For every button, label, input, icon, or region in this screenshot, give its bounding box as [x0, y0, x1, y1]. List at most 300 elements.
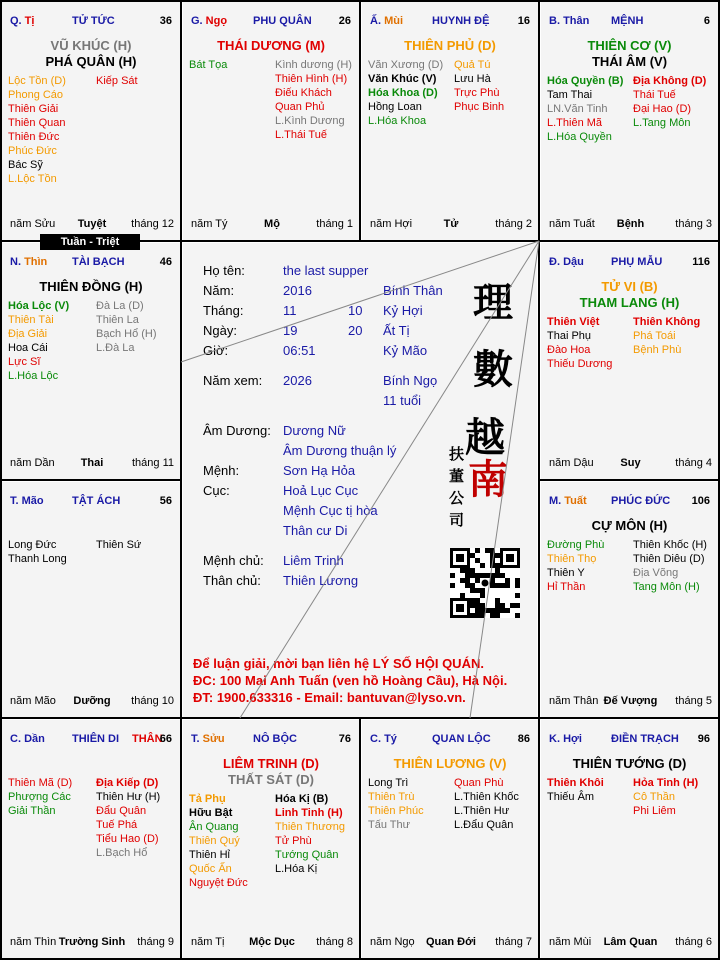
minor-star: Thiên Trù [368, 791, 415, 803]
calligraphy-small-char: 董 [449, 467, 465, 485]
minor-stars-left [547, 776, 604, 804]
minor-star: Thiên Y [547, 567, 585, 579]
palace-header [370, 733, 530, 749]
palace-branch-name: Hợi [563, 733, 582, 745]
info-value: Kỷ Hợi [383, 303, 423, 318]
minor-star: Hỏa Tinh (H) [633, 777, 699, 789]
info-value: Thiên Lương [283, 573, 359, 588]
palace-branch-name: Thân [563, 15, 590, 27]
minor-star: Quả Tú [454, 59, 491, 71]
minor-stars-right [633, 776, 698, 818]
calligraphy-char: 數 [473, 346, 513, 393]
minor-star: Thiếu Âm [547, 791, 595, 803]
palace-branch [549, 495, 587, 507]
palace-stem: G. [191, 15, 206, 27]
minor-stars-right [454, 776, 519, 832]
main-star: THẤT SÁT (D) [228, 772, 314, 787]
minor-star: L.Kình Dương [275, 115, 345, 127]
palace-house-name: PHÚC ĐỨC [611, 495, 671, 507]
palace-number: 76 [338, 733, 351, 745]
palace-footer [10, 457, 174, 471]
palace-branch-name: Sửu [202, 733, 225, 745]
palace-stage: Đế Vượng [603, 695, 658, 707]
palace-footer [370, 936, 532, 950]
minor-star: Kình dương (H) [275, 59, 352, 71]
palace-year: năm Tị [191, 936, 225, 948]
info-value: Hoả Lục Cục [283, 483, 359, 498]
minor-stars-right [454, 58, 504, 114]
minor-star: Lực Sĩ [8, 356, 41, 368]
palace-footer [10, 218, 174, 232]
palace-stem: C. [10, 733, 25, 745]
palace-stage: Bệnh [616, 218, 645, 230]
minor-star: Văn Xương (D) [368, 59, 444, 71]
palace-house-name: PHỤ MẪU [611, 256, 663, 268]
minor-stars-left [8, 776, 72, 818]
minor-star: Phục Binh [454, 101, 505, 113]
main-star: PHÁ QUÂN (H) [45, 54, 137, 69]
contact-line: Để luận giải, mời bạn liên hệ LÝ SỐ HỘI QUÁN. [193, 656, 484, 671]
palace-month: tháng 6 [675, 936, 712, 948]
palace-month: tháng 4 [675, 457, 712, 469]
minor-star: Lưu Hà [454, 73, 491, 85]
minor-stars-right [96, 776, 160, 860]
minor-star: Tang Môn (H) [633, 581, 700, 593]
minor-star: Thiên La [96, 314, 139, 326]
palace-house-name: NÔ BỘC [253, 733, 297, 745]
palace-year: năm Hợi [370, 218, 413, 230]
minor-stars-left [547, 538, 604, 594]
palace-month: tháng 8 [316, 936, 353, 948]
minor-star: L.Hóa Lộc [8, 370, 59, 382]
minor-stars-left [547, 315, 612, 371]
palace-mui[interactable] [362, 2, 538, 240]
minor-star: Phi Liêm [633, 805, 676, 817]
palace-stage: Thai [80, 457, 104, 469]
palace-branch [370, 733, 397, 745]
minor-star: Thiên Diêu (D) [633, 553, 705, 565]
main-star: THÁI ÂM (V) [591, 54, 668, 69]
palace-branch-name: Tý [384, 733, 397, 745]
palace-stem: N. [10, 256, 25, 268]
palace-stem: Ấ. [370, 15, 385, 27]
palace-stage: Tuyệt [77, 218, 107, 230]
palace-footer [10, 936, 174, 950]
palace-house-name: TỬ TỨC [72, 15, 115, 27]
info-label: Năm: [203, 283, 235, 298]
minor-star: Bạch Hổ (H) [96, 328, 157, 340]
palace-stem: Q. [10, 15, 25, 27]
minor-star: Tướng Quân [275, 849, 339, 861]
minor-stars-right [275, 58, 352, 142]
minor-star: Long Trì [368, 777, 409, 789]
minor-star: L.Bạch Hổ [96, 847, 148, 859]
minor-star: Địa Không (D) [633, 75, 707, 87]
minor-stars-right [633, 315, 700, 357]
info-label: Thân chủ: [203, 573, 261, 588]
minor-stars-left [368, 58, 443, 128]
palace-branch-name: Mão [21, 495, 44, 507]
minor-star: Thiên Giải [8, 103, 59, 115]
info-value: Thân cư Di [283, 523, 348, 538]
info-value: Bính Ngọ [383, 373, 438, 388]
palace-dau[interactable] [541, 243, 718, 479]
minor-star: Hữu Bật [189, 807, 233, 819]
info-value: the last supper [283, 263, 369, 278]
palace-footer [549, 936, 712, 950]
palace-branch [191, 733, 225, 745]
palace-branch-name: Tuất [564, 495, 587, 507]
palace-number: 116 [692, 256, 710, 268]
main-star: TỬ VI (B) [601, 279, 658, 294]
palace-year: năm Tý [191, 218, 228, 230]
info-label: Cục: [203, 483, 230, 498]
palace-year: năm Mùi [549, 936, 592, 948]
palace-ty[interactable] [362, 720, 538, 958]
main-star: VŨ KHÚC (H) [50, 38, 132, 53]
palace-header [191, 15, 351, 31]
main-star: THIÊN LƯƠNG (V) [393, 756, 507, 771]
main-star: THIÊN PHỦ (D) [404, 38, 496, 53]
qr-code-icon [450, 548, 520, 618]
minor-star: Hóa Kị (B) [275, 793, 329, 805]
minor-star: Phá Toái [633, 330, 676, 342]
info-value: 11 tuổi [383, 393, 422, 408]
minor-stars-left [547, 74, 623, 144]
minor-stars-right [96, 74, 138, 88]
info-label: Ngày: [203, 323, 237, 338]
minor-star: Thiên Không [633, 316, 701, 328]
minor-star: Thiên Hình (H) [275, 73, 348, 85]
minor-star: Bát Tọa [189, 59, 228, 71]
palace-mao[interactable] [2, 482, 180, 717]
palace-header [370, 15, 530, 31]
palace-branch [10, 733, 45, 745]
minor-star: Đại Hao (D) [633, 103, 692, 115]
minor-star: Hoa Cái [8, 342, 48, 354]
palace-year: năm Ngọ [370, 936, 415, 948]
palace-header [549, 256, 710, 272]
calligraphy-char: 理 [473, 279, 513, 326]
palace-branch [549, 733, 582, 745]
palace-house-name: ĐIỀN TRẠCH [611, 733, 679, 745]
palace-branch [10, 256, 47, 268]
palace-month: tháng 11 [131, 457, 174, 469]
minor-star: Thiên Quan [8, 117, 66, 129]
minor-star: Địa Kiếp (D) [96, 777, 159, 789]
minor-star: Thiên Hỉ [189, 849, 230, 861]
info-value: Mệnh Cục tị hòa [283, 503, 378, 518]
palace-stem: T. [10, 495, 22, 507]
minor-star: L.Tang Môn [633, 117, 691, 129]
info-value: Sơn Hạ Hỏa [283, 463, 356, 478]
minor-star: Quan Phù [454, 777, 504, 789]
minor-star: Thiên Việt [547, 316, 600, 328]
palace-month: tháng 2 [495, 218, 532, 230]
minor-stars-right [633, 74, 706, 130]
main-star: THIÊN ĐỒNG (H) [39, 279, 143, 294]
than-label: THÂN [132, 733, 163, 745]
tuan-triet-badge: Tuần - Triệt [40, 234, 140, 250]
palace-thin[interactable] [2, 243, 180, 479]
info-label: Tháng: [203, 303, 244, 318]
palace-stem: T. [191, 733, 203, 745]
palace-month: tháng 10 [131, 695, 174, 707]
palace-header [549, 15, 710, 31]
palace-branch [191, 15, 227, 27]
minor-star: Đào Hoa [547, 344, 591, 356]
minor-stars-left [368, 776, 424, 832]
info-value: 06:51 [283, 343, 316, 358]
info-value: Ất Tị [383, 323, 410, 338]
palace-than[interactable] [541, 2, 718, 240]
palace-branch [10, 495, 44, 507]
palace-stem: M. [549, 495, 565, 507]
palace-month: tháng 5 [675, 695, 712, 707]
palace-number: 26 [338, 15, 351, 27]
minor-star: Thiên Khốc (H) [633, 539, 707, 551]
minor-star: Tuế Phá [96, 819, 138, 831]
palace-header [549, 733, 710, 749]
minor-star: Thiên Quý [189, 835, 240, 847]
palace-year: năm Thân [549, 695, 599, 707]
info-label: Mệnh chủ: [203, 553, 264, 568]
palace-header [10, 15, 172, 31]
palace-ngo[interactable] [183, 2, 359, 240]
minor-star: Thiếu Dương [547, 358, 613, 370]
calligraphy-char: 南 [468, 456, 508, 503]
palace-stage: Mộc Dục [249, 936, 295, 948]
minor-star: Linh Tinh (H) [275, 807, 343, 819]
minor-star: Đường Phù [547, 539, 605, 551]
info-value: Dương Nữ [283, 423, 346, 438]
palace-branch [370, 15, 403, 27]
minor-star: Tấu Thư [368, 819, 411, 831]
minor-star: Ân Quang [189, 821, 239, 833]
minor-star: L.Thái Tuế [275, 129, 327, 141]
minor-star: L.Hóa Kị [275, 863, 318, 875]
minor-star: Hỉ Thần [547, 581, 586, 593]
palace-branch-name: Dậu [563, 256, 584, 268]
minor-star: Tử Phù [275, 835, 312, 847]
minor-star: Địa Giải [8, 328, 48, 340]
info-value: Liêm Trinh [283, 553, 344, 568]
minor-star: Thiên Sứ [96, 539, 142, 551]
minor-star: Thiên Hư (H) [96, 791, 161, 803]
palace-house-name: TẬT ÁCH [72, 495, 121, 507]
minor-stars-right [96, 299, 157, 355]
info-value: Âm Dương thuận lý [283, 443, 397, 458]
palace-number: 86 [517, 733, 530, 745]
minor-star: Tam Thai [547, 89, 593, 101]
minor-star: L.Đẩu Quân [454, 819, 514, 831]
palace-stage: Tử [443, 218, 459, 230]
minor-star: Phúc Đức [8, 145, 57, 157]
minor-star: Giải Thần [8, 805, 56, 817]
palace-year: năm Mão [10, 695, 56, 707]
palace-month: tháng 7 [495, 936, 532, 948]
palace-house-name: PHU QUÂN [253, 15, 312, 27]
palace-footer [549, 218, 712, 232]
minor-star: Trực Phù [454, 87, 500, 99]
info-value: 10 [348, 303, 363, 318]
palace-stem: B. [549, 15, 564, 27]
minor-star: Thái Tuế [633, 89, 676, 101]
palace-dan[interactable] [2, 720, 180, 958]
info-value: 19 [283, 323, 298, 338]
palace-stage: Dưỡng [73, 695, 111, 707]
palace-month: tháng 9 [137, 936, 174, 948]
minor-star: Bác Sỹ [8, 159, 43, 171]
info-label: Mệnh: [203, 463, 240, 478]
minor-star: Thanh Long [8, 553, 67, 565]
minor-star: Bệnh Phù [633, 344, 682, 356]
minor-stars-left [8, 74, 66, 186]
minor-stars-right [96, 538, 141, 552]
palace-month: tháng 3 [675, 218, 712, 230]
palace-stage: Lâm Quan [603, 936, 658, 948]
minor-star: Tả Phụ [189, 793, 226, 805]
minor-star: Thiên Thương [275, 821, 346, 833]
minor-stars-left [8, 538, 67, 566]
palace-number: 66 [159, 733, 172, 745]
minor-star: L.Đà La [96, 342, 135, 354]
info-value: Bính Thân [383, 283, 443, 298]
minor-stars-left [8, 299, 69, 383]
center-info-panel [183, 243, 537, 717]
palace-branch [10, 15, 34, 27]
minor-star: Kiếp Sát [96, 75, 138, 87]
palace-footer [10, 695, 174, 709]
palace-house-name: TÀI BẠCH [72, 256, 125, 268]
minor-star: Phong Cáo [8, 89, 64, 101]
info-value: 2016 [283, 283, 312, 298]
minor-star: Quan Phủ [275, 101, 325, 113]
palace-stem: Đ. [549, 256, 564, 268]
minor-stars-right [275, 792, 345, 876]
minor-star: Quốc Ấn [189, 863, 232, 875]
info-label: Âm Dương: [203, 423, 271, 438]
info-label: Năm xem: [203, 373, 263, 388]
minor-stars-right [633, 538, 707, 594]
palace-number: 46 [159, 256, 172, 268]
minor-star: L.Lộc Tồn [8, 173, 57, 185]
palace-branch [549, 256, 584, 268]
palace-header [10, 495, 172, 511]
palace-branch [549, 15, 589, 27]
minor-star: Hóa Quyền (B) [547, 75, 624, 87]
palace-year: năm Tuất [549, 218, 595, 230]
palace-stem: K. [549, 733, 564, 745]
palace-footer [191, 218, 353, 232]
minor-star: L.Hóa Khoa [368, 115, 427, 127]
palace-year: năm Sửu [10, 218, 56, 230]
minor-star: Hóa Lộc (V) [8, 300, 70, 312]
minor-star: Thiên Thọ [547, 553, 597, 565]
palace-hoi[interactable] [541, 720, 718, 958]
info-label: Họ tên: [203, 263, 245, 278]
palace-tuat[interactable] [541, 482, 718, 717]
palace-number: 96 [697, 733, 710, 745]
info-value: 2026 [283, 373, 312, 388]
contact-line: ĐT: 1900.633316 - Email: bantuvan@lyso.vn. [193, 690, 466, 705]
palace-footer [549, 457, 712, 471]
palace-month: tháng 1 [316, 218, 353, 230]
minor-star: Địa Võng [633, 567, 679, 579]
minor-star: Tiểu Hao (D) [96, 833, 159, 845]
palace-branch-name: Dần [24, 733, 45, 745]
main-star: THIÊN TƯỚNG (D) [572, 756, 687, 771]
palace-header [10, 256, 172, 272]
palace-house-name: MỆNH [611, 15, 644, 27]
calligraphy-char: 越 [465, 414, 505, 461]
palace-header [10, 733, 172, 749]
minor-star: Văn Khúc (V) [368, 73, 437, 85]
minor-star: L.Thiên Khốc [454, 791, 519, 803]
palace-stage: Quan Đới [426, 936, 476, 948]
palace-footer [370, 218, 532, 232]
main-star: THIÊN CƠ (V) [587, 38, 672, 53]
minor-star: Lộc Tồn (D) [8, 75, 66, 87]
minor-star: Điếu Khách [275, 87, 332, 99]
palace-footer [191, 936, 353, 950]
palace-branch-name: Thìn [24, 256, 48, 268]
palace-year: năm Dậu [549, 457, 594, 469]
minor-star: Nguyệt Đức [189, 877, 248, 889]
minor-star: Hồng Loan [368, 101, 422, 113]
palace-stem: C. [370, 733, 385, 745]
palace-house-name: QUAN LỘC [432, 733, 491, 745]
minor-stars-left [189, 792, 248, 890]
main-star: CỰ MÔN (H) [591, 518, 668, 533]
calligraphy-small-char: 司 [449, 511, 465, 529]
palace-year: năm Dần [10, 457, 55, 469]
minor-star: Long Đức [8, 539, 57, 551]
palace-number: 106 [691, 495, 710, 507]
palace-house-name: THIÊN DI [72, 733, 120, 745]
minor-star: Hóa Khoa (D) [368, 87, 438, 99]
palace-header [549, 495, 710, 511]
palace-branch-name: Tị [24, 15, 35, 27]
palace-header [191, 733, 351, 749]
minor-star: L.Thiên Mã [547, 117, 603, 129]
palace-stage: Suy [620, 457, 641, 469]
palace-number: 36 [159, 15, 172, 27]
minor-star: Thiên Phúc [368, 805, 424, 817]
palace-number: 16 [517, 15, 530, 27]
palace-number: 56 [159, 495, 172, 507]
minor-star: LN.Văn Tinh [547, 103, 608, 115]
palace-ti[interactable] [2, 2, 180, 240]
palace-year: năm Thìn [10, 936, 57, 948]
minor-star: Thiên Mã (D) [8, 777, 73, 789]
minor-star: L.Thiên Hư [454, 805, 510, 817]
contact-line: ĐC: 100 Mai Anh Tuấn (ven hồ Hoàng Cầu), Hà Nội. [193, 673, 508, 688]
palace-house-name: HUYNH ĐỆ [432, 15, 490, 27]
palace-branch-name: Mùi [384, 15, 404, 27]
palace-suu[interactable] [183, 720, 359, 958]
minor-star: Đà La (D) [96, 300, 144, 312]
info-value: 20 [348, 323, 363, 338]
palace-stage: Mộ [264, 218, 280, 230]
info-value: 11 [283, 303, 297, 318]
calligraphy-small-char: 扶 [449, 445, 465, 463]
main-star: THAM LANG (H) [579, 295, 680, 310]
minor-star: Thiên Đức [8, 131, 60, 143]
palace-branch-name: Ngọ [205, 15, 228, 27]
palace-month: tháng 12 [131, 218, 174, 230]
info-value: Kỷ Mão [383, 343, 428, 358]
